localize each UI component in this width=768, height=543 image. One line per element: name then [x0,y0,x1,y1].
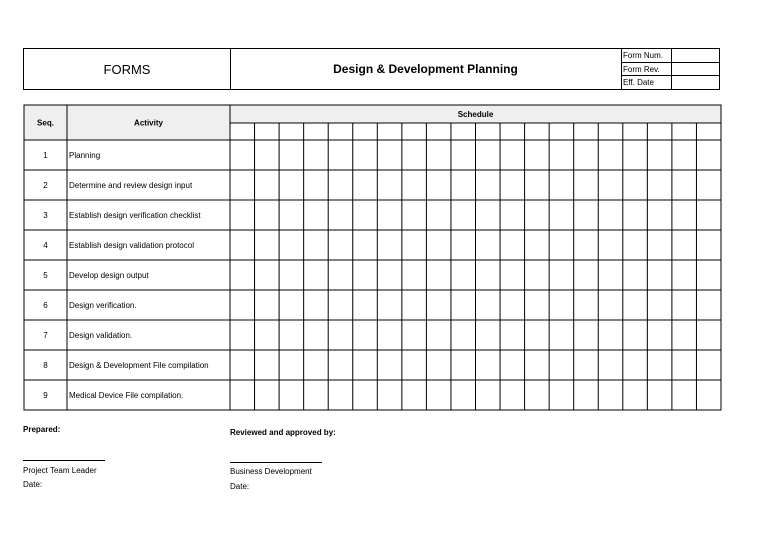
approved-date-label: Date: [230,482,250,491]
row-activity: Planning [69,151,101,160]
row-activity: Design validation. [69,331,133,340]
row-activity: Design verification. [69,301,137,310]
meta-row-eff-date [622,76,719,89]
approved-label: Reviewed and approved by: [230,428,336,437]
planning-table [23,104,722,412]
form-num-field[interactable] [671,49,719,62]
row-seq: 1 [43,151,48,160]
row-activity: Establish design validation protocol [69,241,194,250]
form-rev-field[interactable] [671,63,719,76]
row-seq: 4 [43,241,48,250]
meta-row-form-rev [622,63,719,76]
form-meta-block [622,49,719,89]
approved-role: Business Development [230,467,312,476]
row-activity: Design & Development File compilation [69,361,209,370]
planning-grid-svg [23,104,722,412]
row-seq: 7 [43,331,48,340]
row-activity: Develop design output [69,271,149,280]
meta-label: Eff. Date [623,78,654,87]
row-seq: 3 [43,211,48,220]
prepared-role: Project Team Leader [23,466,97,475]
row-activity: Determine and review design input [69,181,193,190]
prepared-date-label: Date: [23,480,43,489]
row-seq: 6 [43,301,48,310]
row-seq: 5 [43,271,48,280]
prepared-label: Prepared: [23,425,61,434]
row-activity: Medical Device File compilation. [69,391,184,400]
header-fill-left [24,105,230,140]
col-header-activity: Activity [134,118,163,128]
col-header-schedule: Schedule [457,110,494,119]
approved-signature-line[interactable] [230,462,322,463]
meta-row-form-num [622,49,719,63]
row-seq: 9 [43,391,48,400]
meta-label: Form Num. [623,51,663,60]
prepared-signature-line[interactable] [23,460,105,461]
row-seq: 8 [43,361,48,370]
meta-label: Form Rev. [623,65,660,74]
form-header [23,48,720,90]
eff-date-field[interactable] [671,76,719,89]
forms-label: FORMS [24,49,231,89]
col-header-seq: Seq. [37,118,54,128]
row-activity: Establish design verification checklist [69,211,201,220]
form-title: Design & Development Planning [230,49,622,89]
row-seq: 2 [43,181,48,190]
